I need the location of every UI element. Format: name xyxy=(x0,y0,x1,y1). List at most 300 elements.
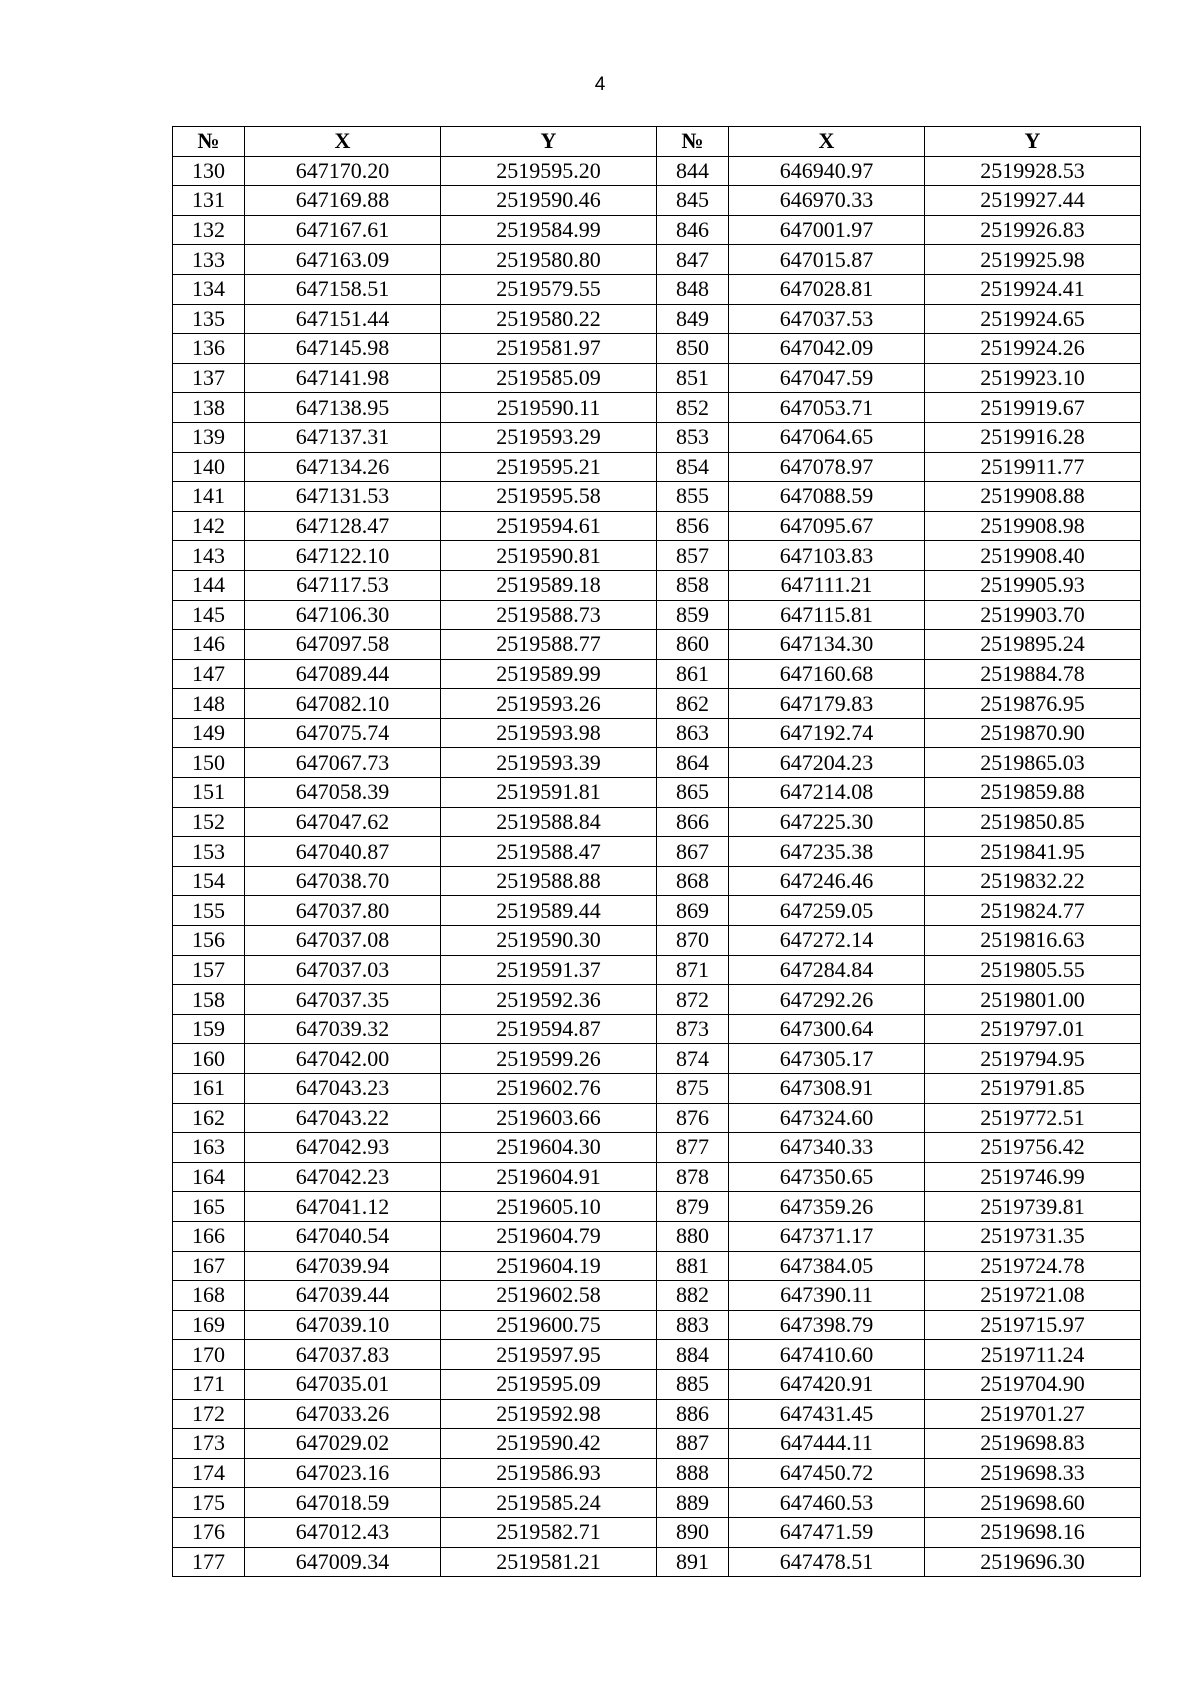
x-left-cell: 647075.74 xyxy=(245,718,441,748)
x-right-cell: 647444.11 xyxy=(729,1429,925,1459)
x-right-cell: 647398.79 xyxy=(729,1310,925,1340)
table-row xyxy=(173,985,1141,1015)
y-right-cell: 2519805.55 xyxy=(925,955,1141,985)
y-left-cell: 2519590.30 xyxy=(441,926,657,956)
point-number-left-cell: 148 xyxy=(173,689,245,719)
x-left-cell: 647167.61 xyxy=(245,215,441,245)
point-number-left-cell: 169 xyxy=(173,1310,245,1340)
x-left-cell: 647029.02 xyxy=(245,1429,441,1459)
point-number-right-cell: 891 xyxy=(657,1547,729,1577)
point-number-right-cell: 882 xyxy=(657,1281,729,1311)
y-right-cell: 2519721.08 xyxy=(925,1281,1141,1311)
point-number-left-cell: 143 xyxy=(173,541,245,571)
y-right-cell: 2519801.00 xyxy=(925,985,1141,1015)
y-left-cell: 2519585.09 xyxy=(441,363,657,393)
x-right-cell: 647450.72 xyxy=(729,1458,925,1488)
table-row xyxy=(173,1014,1141,1044)
x-left-cell: 647040.87 xyxy=(245,837,441,867)
point-number-right-cell: 880 xyxy=(657,1221,729,1251)
point-number-left-cell: 160 xyxy=(173,1044,245,1074)
point-number-left-cell: 155 xyxy=(173,896,245,926)
table-row xyxy=(173,1310,1141,1340)
y-left-cell: 2519595.58 xyxy=(441,482,657,512)
y-right-cell: 2519794.95 xyxy=(925,1044,1141,1074)
y-right-cell: 2519895.24 xyxy=(925,630,1141,660)
y-right-cell: 2519908.88 xyxy=(925,482,1141,512)
x-left-cell: 647131.53 xyxy=(245,482,441,512)
point-number-right-cell: 890 xyxy=(657,1517,729,1547)
y-left-cell: 2519588.84 xyxy=(441,807,657,837)
y-left-cell: 2519603.66 xyxy=(441,1103,657,1133)
point-number-right-cell: 848 xyxy=(657,274,729,304)
y-left-cell: 2519599.26 xyxy=(441,1044,657,1074)
y-right-cell: 2519698.60 xyxy=(925,1488,1141,1518)
point-number-left-cell: 163 xyxy=(173,1133,245,1163)
y-right-cell: 2519865.03 xyxy=(925,748,1141,778)
table-row xyxy=(173,600,1141,630)
y-left-cell: 2519590.46 xyxy=(441,186,657,216)
y-right-cell: 2519704.90 xyxy=(925,1369,1141,1399)
point-number-right-cell: 867 xyxy=(657,837,729,867)
y-left-cell: 2519604.30 xyxy=(441,1133,657,1163)
point-number-right-cell: 889 xyxy=(657,1488,729,1518)
x-right-cell: 647410.60 xyxy=(729,1340,925,1370)
x-left-cell: 647137.31 xyxy=(245,422,441,452)
x-left-cell: 647040.54 xyxy=(245,1221,441,1251)
point-number-right-cell: 860 xyxy=(657,630,729,660)
point-number-right-cell: 884 xyxy=(657,1340,729,1370)
x-right-cell: 647111.21 xyxy=(729,570,925,600)
header-x-left: X xyxy=(245,127,441,157)
y-left-cell: 2519594.61 xyxy=(441,511,657,541)
y-left-cell: 2519581.97 xyxy=(441,334,657,364)
x-left-cell: 647089.44 xyxy=(245,659,441,689)
y-left-cell: 2519602.76 xyxy=(441,1074,657,1104)
point-number-left-cell: 147 xyxy=(173,659,245,689)
table-row xyxy=(173,304,1141,334)
x-left-cell: 647009.34 xyxy=(245,1547,441,1577)
x-left-cell: 647042.00 xyxy=(245,1044,441,1074)
x-right-cell: 647305.17 xyxy=(729,1044,925,1074)
y-right-cell: 2519927.44 xyxy=(925,186,1141,216)
x-right-cell: 647478.51 xyxy=(729,1547,925,1577)
y-left-cell: 2519605.10 xyxy=(441,1192,657,1222)
x-left-cell: 647037.08 xyxy=(245,926,441,956)
y-right-cell: 2519908.40 xyxy=(925,541,1141,571)
table-row xyxy=(173,659,1141,689)
y-left-cell: 2519592.98 xyxy=(441,1399,657,1429)
table-row xyxy=(173,393,1141,423)
y-right-cell: 2519772.51 xyxy=(925,1103,1141,1133)
x-left-cell: 647134.26 xyxy=(245,452,441,482)
point-number-right-cell: 864 xyxy=(657,748,729,778)
x-right-cell: 647015.87 xyxy=(729,245,925,275)
y-left-cell: 2519593.98 xyxy=(441,718,657,748)
coordinates-table xyxy=(172,126,1141,1577)
x-left-cell: 647037.83 xyxy=(245,1340,441,1370)
y-left-cell: 2519589.18 xyxy=(441,570,657,600)
point-number-right-cell: 873 xyxy=(657,1014,729,1044)
point-number-right-cell: 874 xyxy=(657,1044,729,1074)
x-right-cell: 647420.91 xyxy=(729,1369,925,1399)
point-number-left-cell: 151 xyxy=(173,778,245,808)
x-right-cell: 647037.53 xyxy=(729,304,925,334)
x-right-cell: 647028.81 xyxy=(729,274,925,304)
y-left-cell: 2519592.36 xyxy=(441,985,657,1015)
point-number-right-cell: 886 xyxy=(657,1399,729,1429)
x-right-cell: 647460.53 xyxy=(729,1488,925,1518)
x-left-cell: 647106.30 xyxy=(245,600,441,630)
x-right-cell: 647214.08 xyxy=(729,778,925,808)
point-number-left-cell: 177 xyxy=(173,1547,245,1577)
point-number-right-cell: 855 xyxy=(657,482,729,512)
point-number-left-cell: 157 xyxy=(173,955,245,985)
x-left-cell: 647035.01 xyxy=(245,1369,441,1399)
header-number-left: № xyxy=(173,127,245,157)
y-right-cell: 2519756.42 xyxy=(925,1133,1141,1163)
y-right-cell: 2519797.01 xyxy=(925,1014,1141,1044)
y-left-cell: 2519602.58 xyxy=(441,1281,657,1311)
table-row xyxy=(173,1340,1141,1370)
y-left-cell: 2519590.81 xyxy=(441,541,657,571)
x-right-cell: 647160.68 xyxy=(729,659,925,689)
y-right-cell: 2519701.27 xyxy=(925,1399,1141,1429)
point-number-left-cell: 158 xyxy=(173,985,245,1015)
point-number-left-cell: 146 xyxy=(173,630,245,660)
table-row xyxy=(173,1369,1141,1399)
x-right-cell: 647259.05 xyxy=(729,896,925,926)
table-row xyxy=(173,926,1141,956)
y-left-cell: 2519580.22 xyxy=(441,304,657,334)
x-left-cell: 647043.23 xyxy=(245,1074,441,1104)
x-right-cell: 647053.71 xyxy=(729,393,925,423)
y-right-cell: 2519824.77 xyxy=(925,896,1141,926)
y-left-cell: 2519585.24 xyxy=(441,1488,657,1518)
x-right-cell: 647308.91 xyxy=(729,1074,925,1104)
point-number-right-cell: 847 xyxy=(657,245,729,275)
point-number-left-cell: 130 xyxy=(173,156,245,186)
point-number-left-cell: 144 xyxy=(173,570,245,600)
x-left-cell: 647023.16 xyxy=(245,1458,441,1488)
table-row xyxy=(173,334,1141,364)
point-number-right-cell: 887 xyxy=(657,1429,729,1459)
point-number-right-cell: 856 xyxy=(657,511,729,541)
x-right-cell: 647292.26 xyxy=(729,985,925,1015)
table-row xyxy=(173,541,1141,571)
table-row xyxy=(173,1399,1141,1429)
point-number-right-cell: 850 xyxy=(657,334,729,364)
y-left-cell: 2519591.37 xyxy=(441,955,657,985)
y-left-cell: 2519589.44 xyxy=(441,896,657,926)
x-left-cell: 647039.32 xyxy=(245,1014,441,1044)
x-right-cell: 647204.23 xyxy=(729,748,925,778)
y-right-cell: 2519816.63 xyxy=(925,926,1141,956)
y-right-cell: 2519731.35 xyxy=(925,1221,1141,1251)
table-row xyxy=(173,1429,1141,1459)
x-left-cell: 647018.59 xyxy=(245,1488,441,1518)
x-left-cell: 647033.26 xyxy=(245,1399,441,1429)
point-number-left-cell: 140 xyxy=(173,452,245,482)
point-number-left-cell: 145 xyxy=(173,600,245,630)
point-number-right-cell: 845 xyxy=(657,186,729,216)
x-right-cell: 647047.59 xyxy=(729,363,925,393)
point-number-left-cell: 154 xyxy=(173,866,245,896)
point-number-right-cell: 869 xyxy=(657,896,729,926)
point-number-left-cell: 172 xyxy=(173,1399,245,1429)
point-number-right-cell: 876 xyxy=(657,1103,729,1133)
y-right-cell: 2519884.78 xyxy=(925,659,1141,689)
x-right-cell: 647042.09 xyxy=(729,334,925,364)
table-row xyxy=(173,955,1141,985)
y-right-cell: 2519859.88 xyxy=(925,778,1141,808)
y-left-cell: 2519595.09 xyxy=(441,1369,657,1399)
point-number-right-cell: 878 xyxy=(657,1162,729,1192)
point-number-right-cell: 851 xyxy=(657,363,729,393)
x-left-cell: 647170.20 xyxy=(245,156,441,186)
point-number-left-cell: 133 xyxy=(173,245,245,275)
x-left-cell: 647122.10 xyxy=(245,541,441,571)
x-right-cell: 647134.30 xyxy=(729,630,925,660)
table-row xyxy=(173,422,1141,452)
y-right-cell: 2519711.24 xyxy=(925,1340,1141,1370)
table-row xyxy=(173,837,1141,867)
x-left-cell: 647037.35 xyxy=(245,985,441,1015)
table-row xyxy=(173,245,1141,275)
point-number-left-cell: 138 xyxy=(173,393,245,423)
y-left-cell: 2519588.47 xyxy=(441,837,657,867)
table-row xyxy=(173,511,1141,541)
table-body xyxy=(173,156,1141,1577)
table-row xyxy=(173,1281,1141,1311)
table-row xyxy=(173,866,1141,896)
x-right-cell: 647371.17 xyxy=(729,1221,925,1251)
table-row xyxy=(173,1044,1141,1074)
y-right-cell: 2519698.83 xyxy=(925,1429,1141,1459)
y-right-cell: 2519911.77 xyxy=(925,452,1141,482)
x-left-cell: 647038.70 xyxy=(245,866,441,896)
table-row xyxy=(173,274,1141,304)
x-left-cell: 647169.88 xyxy=(245,186,441,216)
table-row xyxy=(173,1517,1141,1547)
x-left-cell: 647039.10 xyxy=(245,1310,441,1340)
x-left-cell: 647145.98 xyxy=(245,334,441,364)
header-y-right: Y xyxy=(925,127,1141,157)
point-number-right-cell: 849 xyxy=(657,304,729,334)
point-number-left-cell: 167 xyxy=(173,1251,245,1281)
table-row xyxy=(173,630,1141,660)
table-header-row xyxy=(173,127,1141,157)
x-right-cell: 647246.46 xyxy=(729,866,925,896)
table-row xyxy=(173,570,1141,600)
point-number-right-cell: 885 xyxy=(657,1369,729,1399)
table-row xyxy=(173,1074,1141,1104)
x-left-cell: 647117.53 xyxy=(245,570,441,600)
y-right-cell: 2519919.67 xyxy=(925,393,1141,423)
y-left-cell: 2519590.11 xyxy=(441,393,657,423)
y-right-cell: 2519746.99 xyxy=(925,1162,1141,1192)
x-right-cell: 647001.97 xyxy=(729,215,925,245)
point-number-left-cell: 162 xyxy=(173,1103,245,1133)
x-left-cell: 647039.44 xyxy=(245,1281,441,1311)
point-number-left-cell: 173 xyxy=(173,1429,245,1459)
x-left-cell: 647138.95 xyxy=(245,393,441,423)
point-number-right-cell: 888 xyxy=(657,1458,729,1488)
y-left-cell: 2519594.87 xyxy=(441,1014,657,1044)
x-right-cell: 647390.11 xyxy=(729,1281,925,1311)
y-right-cell: 2519908.98 xyxy=(925,511,1141,541)
x-left-cell: 647151.44 xyxy=(245,304,441,334)
y-right-cell: 2519928.53 xyxy=(925,156,1141,186)
x-right-cell: 647431.45 xyxy=(729,1399,925,1429)
y-right-cell: 2519924.41 xyxy=(925,274,1141,304)
table-row xyxy=(173,1133,1141,1163)
point-number-right-cell: 854 xyxy=(657,452,729,482)
x-right-cell: 646970.33 xyxy=(729,186,925,216)
x-right-cell: 647471.59 xyxy=(729,1517,925,1547)
x-right-cell: 647078.97 xyxy=(729,452,925,482)
x-right-cell: 647235.38 xyxy=(729,837,925,867)
point-number-right-cell: 868 xyxy=(657,866,729,896)
point-number-right-cell: 883 xyxy=(657,1310,729,1340)
y-right-cell: 2519903.70 xyxy=(925,600,1141,630)
point-number-left-cell: 136 xyxy=(173,334,245,364)
header-y-left: Y xyxy=(441,127,657,157)
point-number-left-cell: 161 xyxy=(173,1074,245,1104)
x-right-cell: 647225.30 xyxy=(729,807,925,837)
x-right-cell: 647324.60 xyxy=(729,1103,925,1133)
x-left-cell: 647082.10 xyxy=(245,689,441,719)
y-right-cell: 2519724.78 xyxy=(925,1251,1141,1281)
x-right-cell: 647384.05 xyxy=(729,1251,925,1281)
x-left-cell: 647163.09 xyxy=(245,245,441,275)
y-left-cell: 2519604.79 xyxy=(441,1221,657,1251)
y-left-cell: 2519584.99 xyxy=(441,215,657,245)
point-number-left-cell: 141 xyxy=(173,482,245,512)
x-left-cell: 647047.62 xyxy=(245,807,441,837)
point-number-left-cell: 135 xyxy=(173,304,245,334)
table-row xyxy=(173,778,1141,808)
x-right-cell: 647359.26 xyxy=(729,1192,925,1222)
x-right-cell: 647340.33 xyxy=(729,1133,925,1163)
x-left-cell: 647042.93 xyxy=(245,1133,441,1163)
table-row xyxy=(173,748,1141,778)
x-right-cell: 647115.81 xyxy=(729,600,925,630)
y-left-cell: 2519597.95 xyxy=(441,1340,657,1370)
point-number-right-cell: 875 xyxy=(657,1074,729,1104)
table-row xyxy=(173,215,1141,245)
x-right-cell: 647192.74 xyxy=(729,718,925,748)
y-right-cell: 2519924.26 xyxy=(925,334,1141,364)
y-left-cell: 2519589.99 xyxy=(441,659,657,689)
x-right-cell: 647095.67 xyxy=(729,511,925,541)
y-left-cell: 2519581.21 xyxy=(441,1547,657,1577)
table-row xyxy=(173,1192,1141,1222)
table-row xyxy=(173,1488,1141,1518)
table-row xyxy=(173,1458,1141,1488)
point-number-left-cell: 149 xyxy=(173,718,245,748)
y-right-cell: 2519876.95 xyxy=(925,689,1141,719)
point-number-left-cell: 131 xyxy=(173,186,245,216)
x-right-cell: 647179.83 xyxy=(729,689,925,719)
point-number-right-cell: 852 xyxy=(657,393,729,423)
y-left-cell: 2519580.80 xyxy=(441,245,657,275)
point-number-right-cell: 846 xyxy=(657,215,729,245)
x-right-cell: 647088.59 xyxy=(729,482,925,512)
y-left-cell: 2519595.21 xyxy=(441,452,657,482)
y-right-cell: 2519924.65 xyxy=(925,304,1141,334)
y-right-cell: 2519925.98 xyxy=(925,245,1141,275)
y-right-cell: 2519850.85 xyxy=(925,807,1141,837)
table-row xyxy=(173,896,1141,926)
x-left-cell: 647037.03 xyxy=(245,955,441,985)
point-number-right-cell: 858 xyxy=(657,570,729,600)
point-number-left-cell: 134 xyxy=(173,274,245,304)
x-left-cell: 647058.39 xyxy=(245,778,441,808)
point-number-left-cell: 150 xyxy=(173,748,245,778)
point-number-left-cell: 137 xyxy=(173,363,245,393)
point-number-left-cell: 132 xyxy=(173,215,245,245)
point-number-left-cell: 156 xyxy=(173,926,245,956)
y-right-cell: 2519791.85 xyxy=(925,1074,1141,1104)
y-left-cell: 2519595.20 xyxy=(441,156,657,186)
y-right-cell: 2519715.97 xyxy=(925,1310,1141,1340)
y-left-cell: 2519591.81 xyxy=(441,778,657,808)
x-left-cell: 647128.47 xyxy=(245,511,441,541)
y-left-cell: 2519586.93 xyxy=(441,1458,657,1488)
x-left-cell: 647039.94 xyxy=(245,1251,441,1281)
x-right-cell: 647300.64 xyxy=(729,1014,925,1044)
y-left-cell: 2519593.39 xyxy=(441,748,657,778)
x-right-cell: 647350.65 xyxy=(729,1162,925,1192)
table-row xyxy=(173,363,1141,393)
y-left-cell: 2519588.73 xyxy=(441,600,657,630)
point-number-left-cell: 152 xyxy=(173,807,245,837)
y-left-cell: 2519590.42 xyxy=(441,1429,657,1459)
x-right-cell: 646940.97 xyxy=(729,156,925,186)
y-right-cell: 2519916.28 xyxy=(925,422,1141,452)
table-row xyxy=(173,1251,1141,1281)
point-number-right-cell: 853 xyxy=(657,422,729,452)
y-right-cell: 2519905.93 xyxy=(925,570,1141,600)
x-left-cell: 647037.80 xyxy=(245,896,441,926)
point-number-right-cell: 877 xyxy=(657,1133,729,1163)
point-number-left-cell: 153 xyxy=(173,837,245,867)
y-right-cell: 2519841.95 xyxy=(925,837,1141,867)
point-number-right-cell: 863 xyxy=(657,718,729,748)
y-right-cell: 2519870.90 xyxy=(925,718,1141,748)
x-right-cell: 647064.65 xyxy=(729,422,925,452)
y-left-cell: 2519604.91 xyxy=(441,1162,657,1192)
point-number-left-cell: 165 xyxy=(173,1192,245,1222)
point-number-right-cell: 879 xyxy=(657,1192,729,1222)
table-row xyxy=(173,689,1141,719)
point-number-right-cell: 844 xyxy=(657,156,729,186)
x-right-cell: 647284.84 xyxy=(729,955,925,985)
point-number-left-cell: 174 xyxy=(173,1458,245,1488)
point-number-right-cell: 861 xyxy=(657,659,729,689)
y-left-cell: 2519579.55 xyxy=(441,274,657,304)
table-row xyxy=(173,452,1141,482)
table-row xyxy=(173,1103,1141,1133)
point-number-left-cell: 176 xyxy=(173,1517,245,1547)
y-right-cell: 2519698.33 xyxy=(925,1458,1141,1488)
y-left-cell: 2519604.19 xyxy=(441,1251,657,1281)
point-number-right-cell: 862 xyxy=(657,689,729,719)
x-left-cell: 647041.12 xyxy=(245,1192,441,1222)
x-left-cell: 647042.23 xyxy=(245,1162,441,1192)
table-row xyxy=(173,718,1141,748)
page-number: 4 xyxy=(594,74,606,95)
